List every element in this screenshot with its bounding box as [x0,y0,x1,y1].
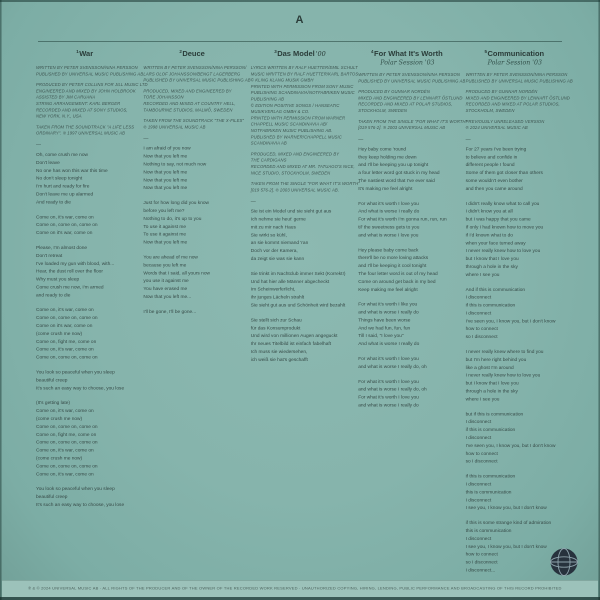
lyric-line: Come on, it's war, come on [36,346,94,353]
lyric-line: before you left me? [143,207,185,214]
lyric-line: Things have been worse [358,317,411,323]
lyric-line: I disconnect [465,535,492,542]
credit-group [358,118,468,131]
track-subtitle: Polar Session '03 [487,58,542,66]
lyric-line: I'm hurt and ready for fire [36,183,90,190]
lyrics-stanza [466,410,564,465]
track-column-deuce [143,47,251,581]
lyric-line: some wouldn't even bother [465,177,523,184]
lyric-line: an sie kommt niemand 'ran [250,240,309,246]
lyric-line: I disconnect [465,435,492,441]
credit-line: PUBLISHED BY UNIVERSAL MUSIC PUBLISHING AB [465,78,573,84]
credit-line: [019 576-2]. ℗ 2003 UNIVERSAL MUSIC AB. [250,187,340,193]
track-column-communication [465,47,573,581]
credit-line: MUSIC WRITTEN BY RALF HUETTER/KARL BARTOS [250,71,359,77]
credit-line: ENGINEERED AND MIXED BY JOHN HOLBROOK [36,88,136,94]
lyric-line: I disconnect [465,310,492,316]
lyrics-stanza [251,316,349,363]
lyric-line: Now that you left me [143,185,188,191]
lyric-line: I never really knew how to love you [465,248,541,254]
credit-line: PRINTED WITH PERMISSION FROM SONY MUSIC [250,83,354,89]
lyric-line: It's such an easy way to choose, you lose [36,502,125,508]
lyric-line: and ready to die [36,292,71,298]
lyric-line: You have erased me [143,286,188,292]
lyric-line: And what is worse I really do [358,208,420,215]
track-column-war [36,47,148,581]
lyric-line: Come on, come on, come on [36,315,98,321]
credit-line: PREVIOUSLY UNRELEASED VERSION [465,118,545,124]
lyric-line: And ready to die [36,199,71,205]
lyric-line: Now that you left me [143,153,188,160]
lyric-line: so I disconnect [465,458,498,465]
lyric-line: (come crush me now) [36,330,83,337]
lyric-line: I never really knew how to love you [465,372,541,379]
lyric-line: Ihr neues Titelbild ist einfach fabelhaft [250,341,332,347]
credit-line: ℗ 1998 UNIVERSAL MUSIC AB [143,124,206,130]
track-number: 5 [484,49,487,54]
track-header [36,47,134,59]
credit-line: TAKEN FROM THE SOUNDTRACK "A LIFE LESS [36,124,135,130]
lyric-line: Und hat hier alle Männer abgecheckt [250,278,330,285]
credit-line: WRITTEN BY PETER SVENSSON/NINA PERSSON [36,65,138,70]
lyrics-stanza [36,151,134,206]
lyric-line: I disconnect [465,419,492,425]
lyric-line: Ich nehme sie heut' gerne [250,216,306,223]
lyrics-stanza [36,485,134,509]
credit-line: ASSISTED BY JIM CARUANA [36,94,96,100]
lyric-line: I didn't know you at all [465,208,513,215]
track-credits [465,72,573,131]
lyric-line: this is communication [465,528,512,534]
lyric-line: Come on, come on, come on [36,354,98,361]
lyric-line: For what it's worth I love you [358,200,419,207]
credit-line: TAMBOURINE STUDIOS, MALMÖ, SWEDEN [143,107,233,113]
credit-group [358,72,466,85]
credit-group [36,124,134,137]
lyrics-stanza [36,399,134,478]
lyrics-columns [36,47,573,579]
credits-lyrics-separator: — [143,135,149,142]
track-lyrics [466,145,564,574]
track-credits [250,65,360,194]
lyric-line: I've seen you, I know you, but I don't know [465,318,556,324]
credit-line: PRODUCED, MIXED AND ENGINEERED BY [250,151,340,157]
credit-line: PUBLISHED BY UNIVERSAL MUSIC PUBLISHING AB [143,77,251,83]
lyric-line: but I know that I love you [465,380,519,387]
lyric-line: but I know that I love you [465,256,519,262]
track-subtitle: Polar Session '03 [380,58,435,66]
credit-line: LYRICS WRITTEN BY RALF HUETTER/EMIL SCHULT [250,65,358,70]
lyric-line: Now that you left me [143,239,188,246]
lyric-line: For what it's worth I love you [358,394,419,401]
lyric-line: Till I said, "I love you" [358,333,404,339]
lyric-line: I see you, I know you, but I don't know [465,543,547,550]
lyrics-stanza [358,145,456,192]
credit-line: STRING ARRANGEMENT: KARL BERGER [36,100,121,106]
lyric-line: (come crush me now) [36,416,83,422]
credit-line: MIXED AND ENGINEERED BY LENNART ÖSTLUND [465,95,570,101]
credit-line: RECORDED AND MIXED AT MR. TATUAGO'S NICE, [250,163,355,169]
lyric-line: And we had fun, fun, fun [358,325,411,331]
lyric-line: if this is communication [465,473,516,480]
lyric-line: Sie ist ein Model und sie sieht gut aus [250,208,332,215]
credit-group [465,89,570,114]
lyric-line: For 27 years I've been trying [465,146,527,152]
credit-group [143,88,241,113]
lyric-line: if this is communication [465,427,516,433]
credit-line: WRITTEN BY PETER SVENSSON/NINA PERSSON [465,72,568,77]
lyric-line: this is communication [465,489,512,495]
lyrics-stanza [143,308,241,316]
lyric-line: ihr junges Lächeln strahlt [250,294,305,301]
lyric-line: Come on it's war, come on [36,230,93,236]
credit-line: © EDITION POSITIVE SONGS / HANSEATIC [250,102,340,108]
lyrics-stanza [358,378,456,410]
lyric-line: Come on, fight me, come on [36,338,97,345]
track-header [143,47,241,59]
lyric-line: da zeigt sie was sie kann [250,256,305,262]
lyric-line: ich weiß sie hat's geschafft [250,356,308,363]
track-credits [36,65,148,137]
lyric-line: like a ghost I'm around [465,364,514,371]
lyric-line: To use it against me [143,223,187,230]
lyric-line: Don't leave [36,159,60,166]
lyric-line: I've seen you, I know you, but I don't know [465,442,556,449]
lyric-line: beautiful creep [36,494,68,500]
lyric-line: a four letter word got stuck in my head [358,170,440,176]
track-lyrics [358,145,456,409]
lyric-line: It's such an easy way to choose, you lose [36,385,125,391]
lyric-line: so I disconnect [465,559,498,566]
lyric-line: you use it against me [143,278,189,284]
lyric-line: Come on, it's war, come on [36,471,94,477]
credit-line: NEW YORK, N.Y., USA [36,113,82,119]
credits-lyrics-separator: — [465,136,471,142]
lyric-line: I've loaded my gun with blood, with... [36,260,115,267]
credit-line: NICE STUDIO, STOCKHOLM, SWEDEN [250,170,331,176]
lyric-line: Im Scheinwerferlicht, [250,286,296,293]
credit-line: PRODUCED BY PETER COLLINS FOR JILL MUSIC LTD [36,82,148,88]
credit-line: PRODUCED BY GUNNAR NORDÉN [358,89,430,95]
lyric-line: mit zu mir nach Haus [250,224,296,230]
lyric-line: Come on, come on, come on [36,423,98,430]
credit-line: STOCKHOLM, SWEDEN [465,107,515,113]
lyric-line: The nastiest word that I've ever said [358,177,435,184]
lyric-line: through a hole in the sky [465,263,518,270]
lyric-line: and I'll be keeping it cool tonight [358,263,427,269]
credit-line: MIXED AND ENGINEERED BY LENNART ÖSTLUND [358,95,463,101]
lyrics-stanza [466,348,564,403]
lyrics-stanza [36,369,134,393]
credit-line: STOCKHOLM, SWEDEN [358,107,408,113]
lyric-line: how to connect [465,551,498,558]
lyric-line: if this is communication [465,302,516,309]
lyric-line: No don't sleep tonight [36,175,83,182]
lyric-line: but if this is communication [465,411,524,417]
credit-group [250,65,359,147]
credit-line: [019 576-2]. ℗ 2003 UNIVERSAL MUSIC AB [358,125,446,131]
credit-group [250,151,355,176]
lyric-line: Now that you left me [143,169,188,175]
lyric-line: Hear, the dust roll over the floor [36,268,103,275]
lyric-line: For what it's worth I love you [358,356,419,362]
lyrics-stanza [358,246,456,293]
lyric-line: For what it's worth I like you [358,301,418,308]
lyric-line: Words that I said, all yours now [143,270,210,276]
lyric-line: and what is worse I really do, oh [358,386,427,393]
credit-line: PUBLISHED BY UNIVERSAL MUSIC PUBLISHING AB [36,71,144,77]
lyric-line: I didn't really know what to call you [465,200,540,207]
credit-line: TAKEN FROM THE SOUNDTRACK "THE X-FILES" [143,118,244,124]
lyric-line: I disconnect [465,497,492,503]
lyric-line: Come on, come on, come on [36,222,98,228]
lyrics-stanza [36,306,134,361]
lyric-line: Sie sieht gut aus und Schönheit wird bezahlt [250,302,346,309]
lyric-line: Doch vor der Kamera, [250,248,298,254]
lyric-line: I am afraid of you now [143,145,191,152]
lyrics-stanza [36,244,134,299]
credit-line: PUBLISHED BY UNIVERSAL MUSIC PUBLISHING AB [358,78,466,84]
track-number: 3 [274,49,277,54]
lyric-line: Sie stellt sich zur Schau [250,317,302,323]
lyric-line: and then you came around [465,185,523,192]
lyric-line: Nothing to say, not much now [143,161,207,167]
side-label: A [295,14,305,26]
lyric-line: Hey baby come 'round [358,146,407,152]
credit-group [465,72,573,85]
lyric-line: they keep holding me down [358,154,417,160]
lyrics-stanza [251,270,349,309]
credit-line: TAKEN FROM THE SINGLE "FOR WHAT IT'S WORTH" [358,118,468,124]
legal-fine-print: ℗ & © 2024 UNIVERSAL MUSIC AB · ALL RIGHTS OF THE PRODUCER AND OF THE OWNER OF THE RECORDED WORK RESERVED · UNAUTHORIZED COPYING, HIRING, LENDING, PUBLIC PERFORMANCE AND BROADCASTING OF THIS RECORD PROHIBITED [28,586,562,591]
track-header [466,47,564,66]
track-number: 4 [371,49,374,54]
lyric-line: I'll be gone, I'll be gone... [143,308,197,315]
credit-line: PRODUCED BY GUNNAR NORDÉN [465,89,538,95]
track-title: $^1$War [76,49,94,58]
lyric-line: Come on around get back in my bed [358,278,436,285]
credit-line: TORE JOHANSSON [143,94,184,100]
lyrics-stanza [251,208,349,263]
lyric-line: but I'm here right behind you [465,356,527,363]
track-credits [143,65,251,131]
lyric-line: Come on, fight me, come on [36,431,97,438]
lyric-line: für das Konsumprodukt [250,325,301,331]
lyric-line: Don't leave me up alarmed [36,191,94,197]
lyric-line: Sie trinkt im Nachtclub immer Sekt (Korrekt!) [250,270,346,277]
credit-line: SCANDINAVIA AB [250,140,287,146]
track-header [251,47,349,59]
credit-line: RECORDED AND MIXED AT SONY STUDIOS, [36,107,128,113]
lyrics-stanza [358,200,456,239]
credit-group [36,82,148,120]
track-title: $^3$Das Model'00 [274,49,326,58]
lyric-line: And if this is communication [465,286,526,293]
lyric-line: If only I had known how to move you [465,224,544,230]
credits-lyrics-separator: — [250,198,256,205]
lyric-line: and what is worse I really do [358,402,419,409]
credit-group [143,118,244,131]
credit-line: PRODUCED, MIXED AND ENGINEERED BY [143,88,232,94]
lyric-line: It's making me feel alright [358,185,413,192]
lyrics-stanza [466,286,564,341]
track-header [358,47,456,66]
header-divider-rule [38,41,562,42]
lyric-line: Hey please baby come back [358,247,419,253]
lyric-line: how to connect [465,450,498,457]
track-title: $^5$Communication [484,49,545,58]
track-number: 2 [179,49,182,54]
lyric-line: Please, I'm almost done [36,244,88,251]
lyric-line: Come on, come on, come on [36,463,98,469]
lyric-line: different people I found [465,162,515,168]
lyric-line: and what is worse I love you [358,232,419,238]
track-title: $^2$Deuce [179,49,205,58]
credit-group [250,181,360,194]
lyric-line: And what is worse I really do [358,341,420,347]
lyric-line: I never really knew where to find you [465,349,544,355]
track-column-das-model [250,47,360,581]
credit-line: WRITTEN BY PETER SVENSSON/NINA PERSSON [358,72,460,77]
credit-line: RECORDED AND MIXED AT COUNTRY HELL, [143,100,236,106]
credit-line: RECORDED AND MIXED AT POLAR STUDIOS, [358,101,453,107]
credit-line: ℗ 2024 UNIVERSAL MUSIC AB [465,125,528,131]
credits-lyrics-separator: — [358,136,364,142]
credit-group [358,89,463,114]
track-credits [358,72,468,131]
lyrics-stanza [358,301,456,348]
lyric-line: No one has won this war this time [36,167,108,174]
lyric-line: if this is some strange kind of admiration [465,520,552,526]
lyric-line: if I'd known what to do [465,232,513,238]
lyric-line: there'll be no more loving attacks [358,255,429,261]
lyric-line: where I see you [465,271,500,278]
lyric-line: Und wird von millionen Augen angeguckt [250,333,338,339]
sheet-edge-top [0,0,600,2]
credit-line: PRINTED WITH PERMISSION FROM WARNER [250,115,346,121]
lyric-line: and I'll be keeping you up tonight [358,162,429,168]
credit-line: NOTFABRIKEN MUSIC PUBLISHING AB. [250,127,333,133]
lyric-line: where I see you [465,396,500,402]
lyric-line: I disconnect [465,481,492,488]
lyric-line: (come crush me now) [36,455,83,462]
lyric-line: because you left me [143,262,187,268]
credit-group [36,65,144,78]
credit-line: MUSIKVERLAG GMBH & CO. [250,109,310,115]
credits-lyrics-separator: — [36,141,41,148]
lyric-line: Come crush me now, I'm armed [36,284,104,290]
credit-line: PUBLISHING AB [250,96,285,102]
lyric-line: Come on, it's war, come on [36,214,94,220]
lyric-line: through a hole in the sky [465,388,518,395]
credit-line: THE CARDIGANS [250,157,287,163]
credit-group [143,65,251,84]
lyric-line: Why must you sleep [36,276,80,283]
lyric-line: To use it against me [143,231,187,238]
lyric-line: Keep making me feel alright [358,286,418,293]
lyric-line: (It's getting late) [36,400,70,406]
lyric-line: The four letter word is out of my head [358,270,438,277]
lyrics-stanza [466,200,564,279]
lyric-line: You are ahead of me now [143,254,198,260]
lyric-line: so I disconnect [465,334,498,340]
lyrics-stanza [466,145,564,192]
lyric-line: Come on, it's war, come on [36,447,94,454]
track-lyrics [251,208,349,364]
track-title-year: '00 [315,50,326,58]
track-number: 1 [76,49,79,54]
credit-line: WRITTEN BY PETER SVENSSON/NINA PERSSON/ [143,65,247,70]
track-lyrics [143,145,241,316]
lyric-line: Come on, it's war, come on [36,408,94,414]
lyrics-stanza [466,473,564,512]
lyric-line: I disconnect... [465,567,496,573]
credit-group [466,118,564,131]
credit-line: ORDINARY". ℗ 1997 UNIVERSAL MUSIC AB [36,130,125,136]
track-lyrics [36,151,134,509]
sheet-edge-left [0,0,2,600]
lyric-line: Don't retreat [36,252,63,259]
credit-line: PUBLISHING SCANDINAVIA/NOTFABRIKEN MUSIC [250,90,355,96]
track-title: $^4$For What It's Worth [371,49,443,58]
lyrics-stanza [143,199,241,246]
lyric-line: beautiful creep [36,377,68,383]
credit-line: CHAPPELL MUSIC SCANDINAVIA AB/ [250,121,328,127]
lyric-line: and what is worse I really do [358,309,419,316]
lyric-line: For what it's worth I'm gonna run, run, run [358,216,447,223]
lyric-line: to believe and confide in [465,154,518,160]
lyric-line: and what is worse I really do, oh [358,363,427,370]
lyric-line: I disconnect [465,294,492,301]
credit-line: LARS OLOF JOHANSSON/BENGT LAGERBERG [143,71,241,77]
lyric-line: For what it's worth I love you [358,378,419,385]
lyric-line: Come on it's war, come on [36,323,93,329]
lyric-line: Some of them got closer than others [465,170,543,176]
lyric-line: Sie wirkt so kühl, [250,232,287,238]
lyric-line: You look so peaceful when you sleep [36,486,115,492]
lyric-line: Nothing to do, it's up to you [143,215,202,222]
lyric-line: Come on, come on, come on [36,439,98,446]
credit-line: RECORDED AND MIXED AT POLAR STUDIOS, [465,101,560,107]
lyric-line: Just for how long did you know [143,200,209,206]
lyric-line: Now that you left me [143,177,188,183]
lyric-line: Oh, come crush me now [36,151,88,158]
lyric-line: I see you, I know you, but I don't know [465,505,547,511]
lyric-line: how to connect [465,326,498,332]
lyric-line: Come on, it's war, come on [36,307,94,313]
universal-music-logo [549,547,579,577]
lyric-line: Now that you left me... [143,293,192,300]
credit-line: PUBLISHED BY WARNER/CHAPPELL MUSIC [250,134,342,140]
lyric-line: but I was happy that you came [465,216,531,223]
lyric-line: til' the sweetness gets to you [358,224,420,230]
lyrics-stanza [143,145,241,192]
lyric-line: when your face turned away [465,240,526,246]
lyric-line: Ich muss sie wiedersehen, [250,349,308,355]
track-column-for-what-it-s-worth [358,47,468,581]
lyrics-stanza [36,213,134,237]
lyric-line: You look so peaceful when you sleep [36,369,115,376]
credit-line: TAKEN FROM THE SINGLE "FOR WHAT IT'S WORTH" [250,181,360,187]
lyrics-stanza [358,355,456,371]
credit-line: © KLING KLANG MUSIK GMBH [250,77,314,83]
lyrics-stanza [143,253,241,300]
